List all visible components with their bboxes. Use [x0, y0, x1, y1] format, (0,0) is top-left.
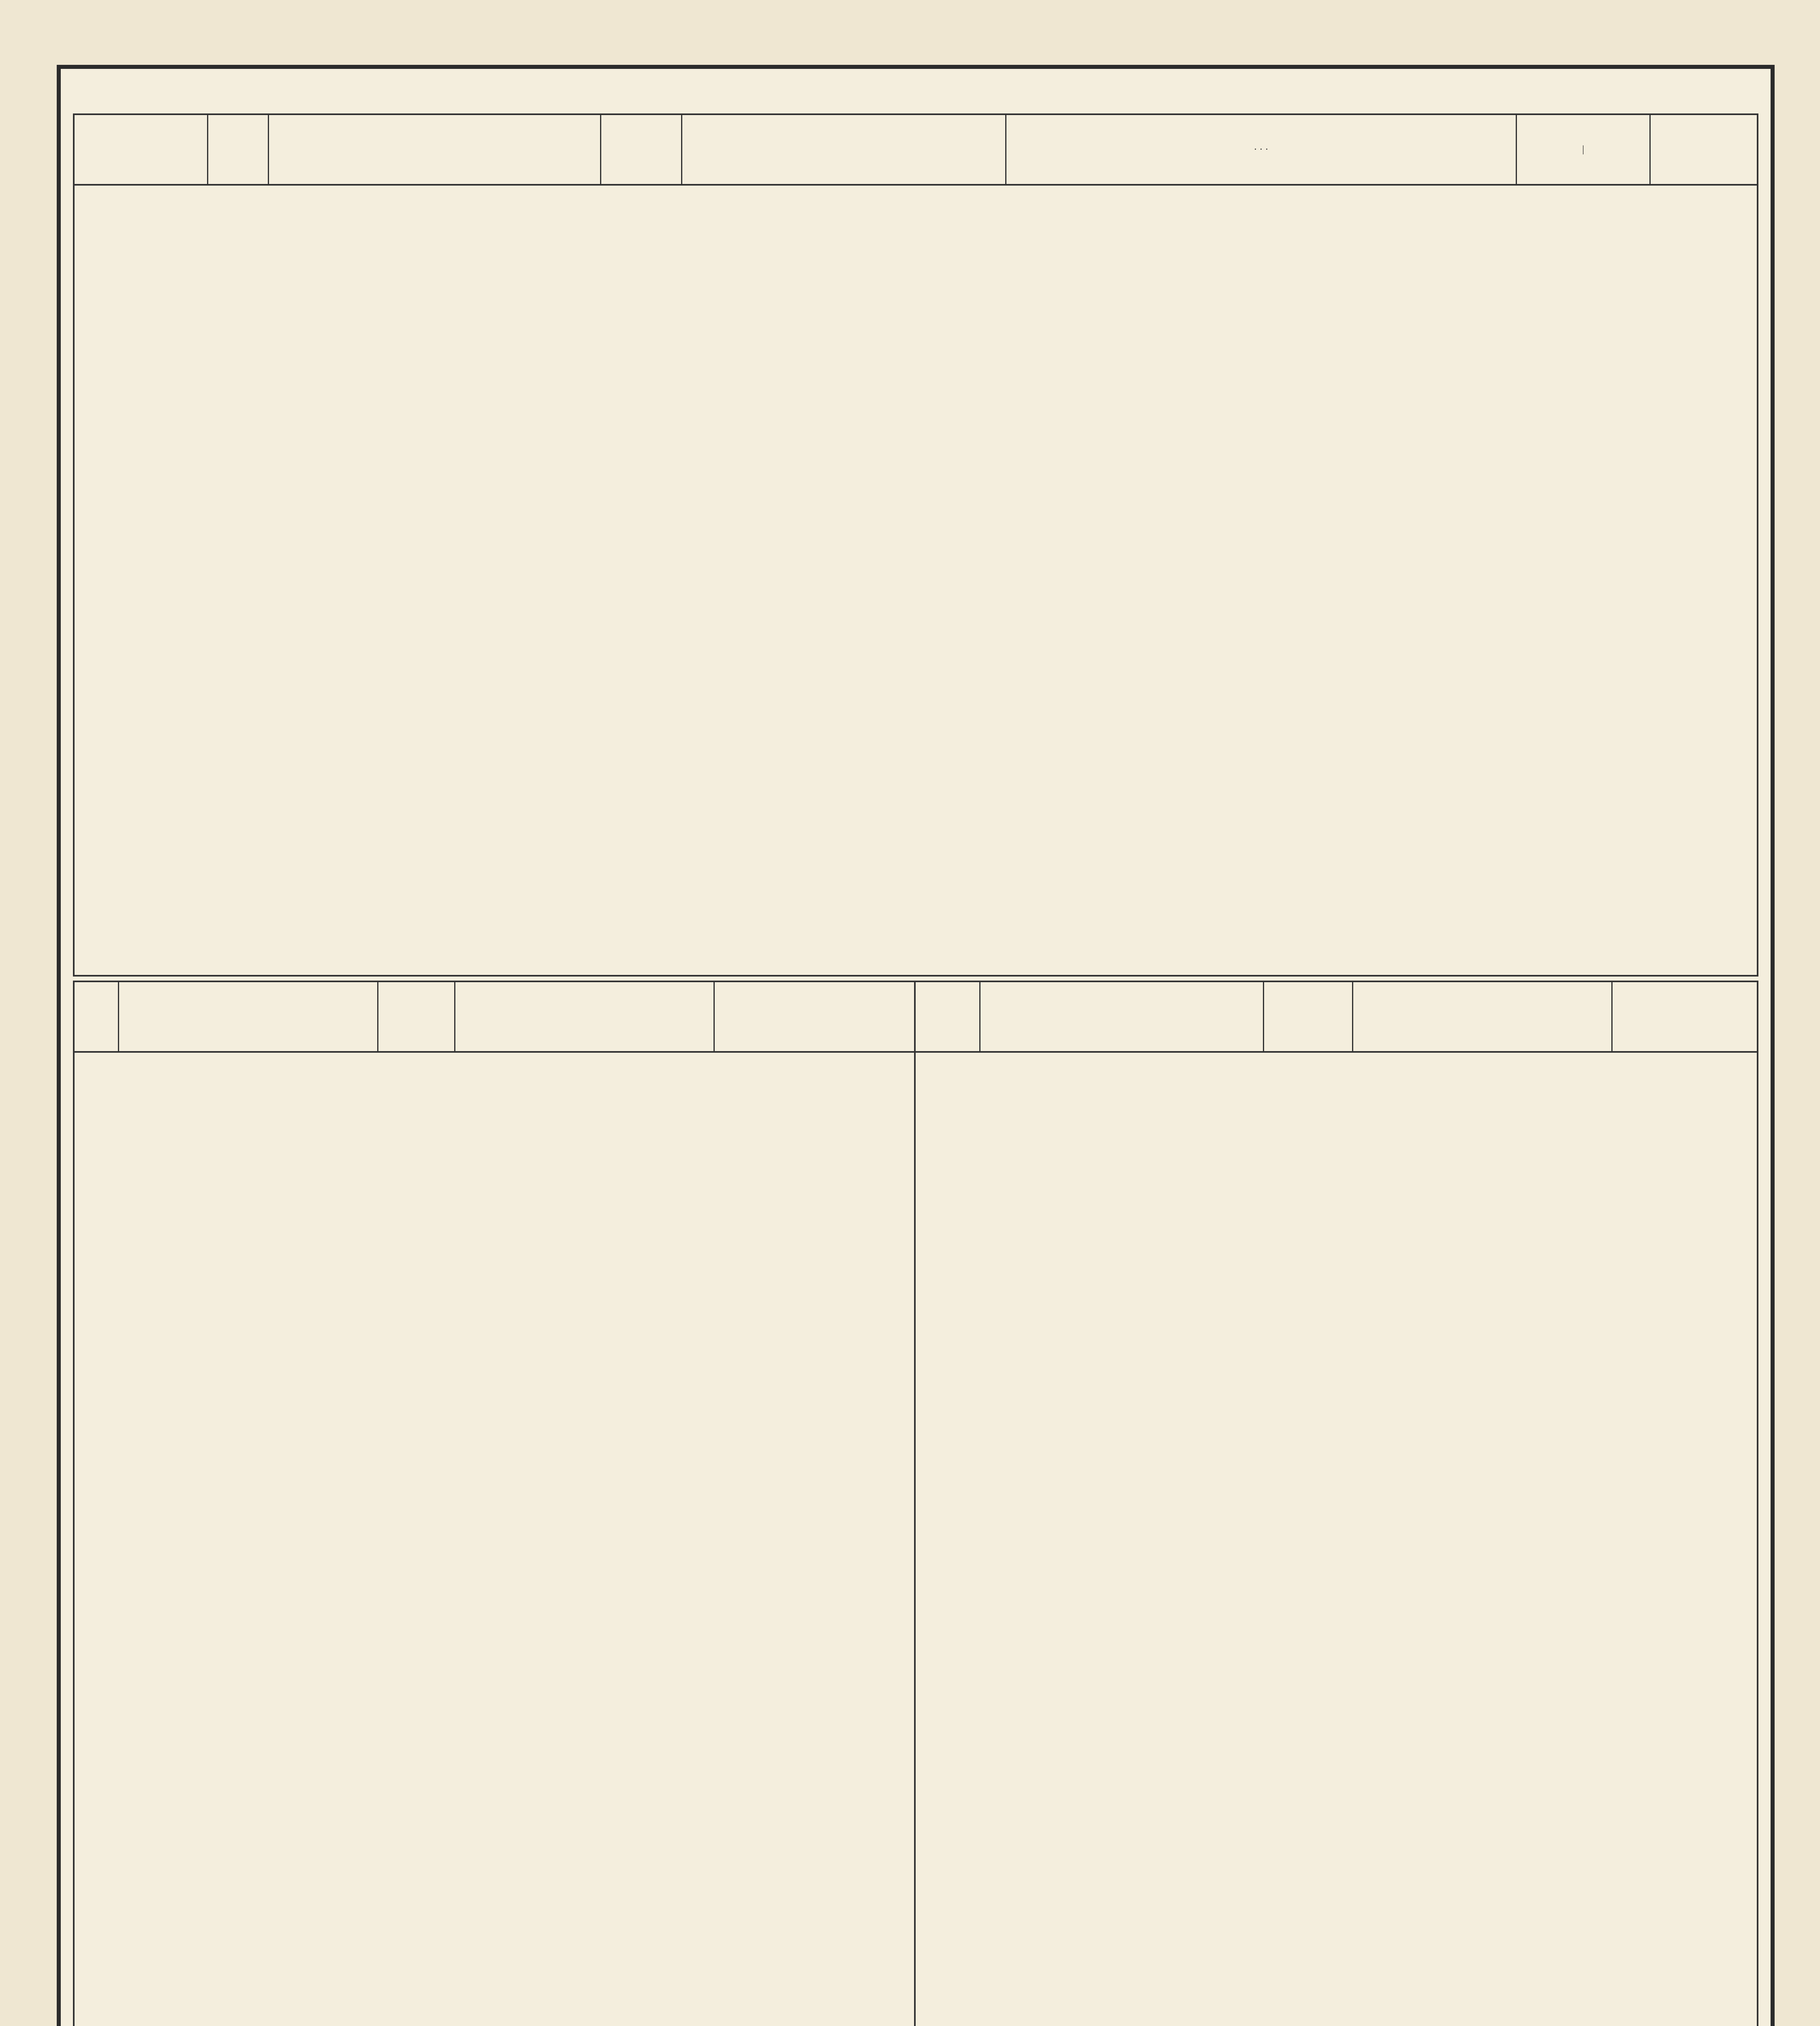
- interets-header: [1651, 115, 1748, 184]
- taux-header: [208, 115, 269, 184]
- jouissance-header: [601, 115, 682, 184]
- au-comptant-header: [682, 115, 1006, 184]
- reports-header: [75, 115, 208, 184]
- right-name-header: [980, 982, 1264, 1051]
- left-name-header: [119, 982, 378, 1051]
- right-table-header: [916, 982, 1757, 1053]
- left-interets-header: [715, 982, 804, 1051]
- bottom-tables: [73, 981, 1758, 2026]
- left-table-header: [75, 982, 914, 1053]
- left-comptant-header: [455, 982, 715, 1051]
- right-taux-header: [916, 982, 980, 1051]
- bulletin-page: [57, 65, 1775, 2026]
- derniers-cours-header: |: [1517, 115, 1651, 184]
- left-taux-header: [75, 982, 119, 1051]
- right-jouissance-header: [1264, 982, 1353, 1051]
- top-table: [73, 113, 1758, 977]
- name-header: [269, 115, 601, 184]
- right-comptant-header: [1353, 982, 1613, 1051]
- a-terme-header: · · ·: [1006, 115, 1517, 184]
- section-villes: [75, 1053, 914, 1065]
- right-table: [916, 982, 1757, 2026]
- top-table-header: [75, 115, 1757, 186]
- right-interets-header: [1613, 982, 1702, 1051]
- left-jouissance-header: [378, 982, 455, 1051]
- left-table: [75, 982, 916, 2026]
